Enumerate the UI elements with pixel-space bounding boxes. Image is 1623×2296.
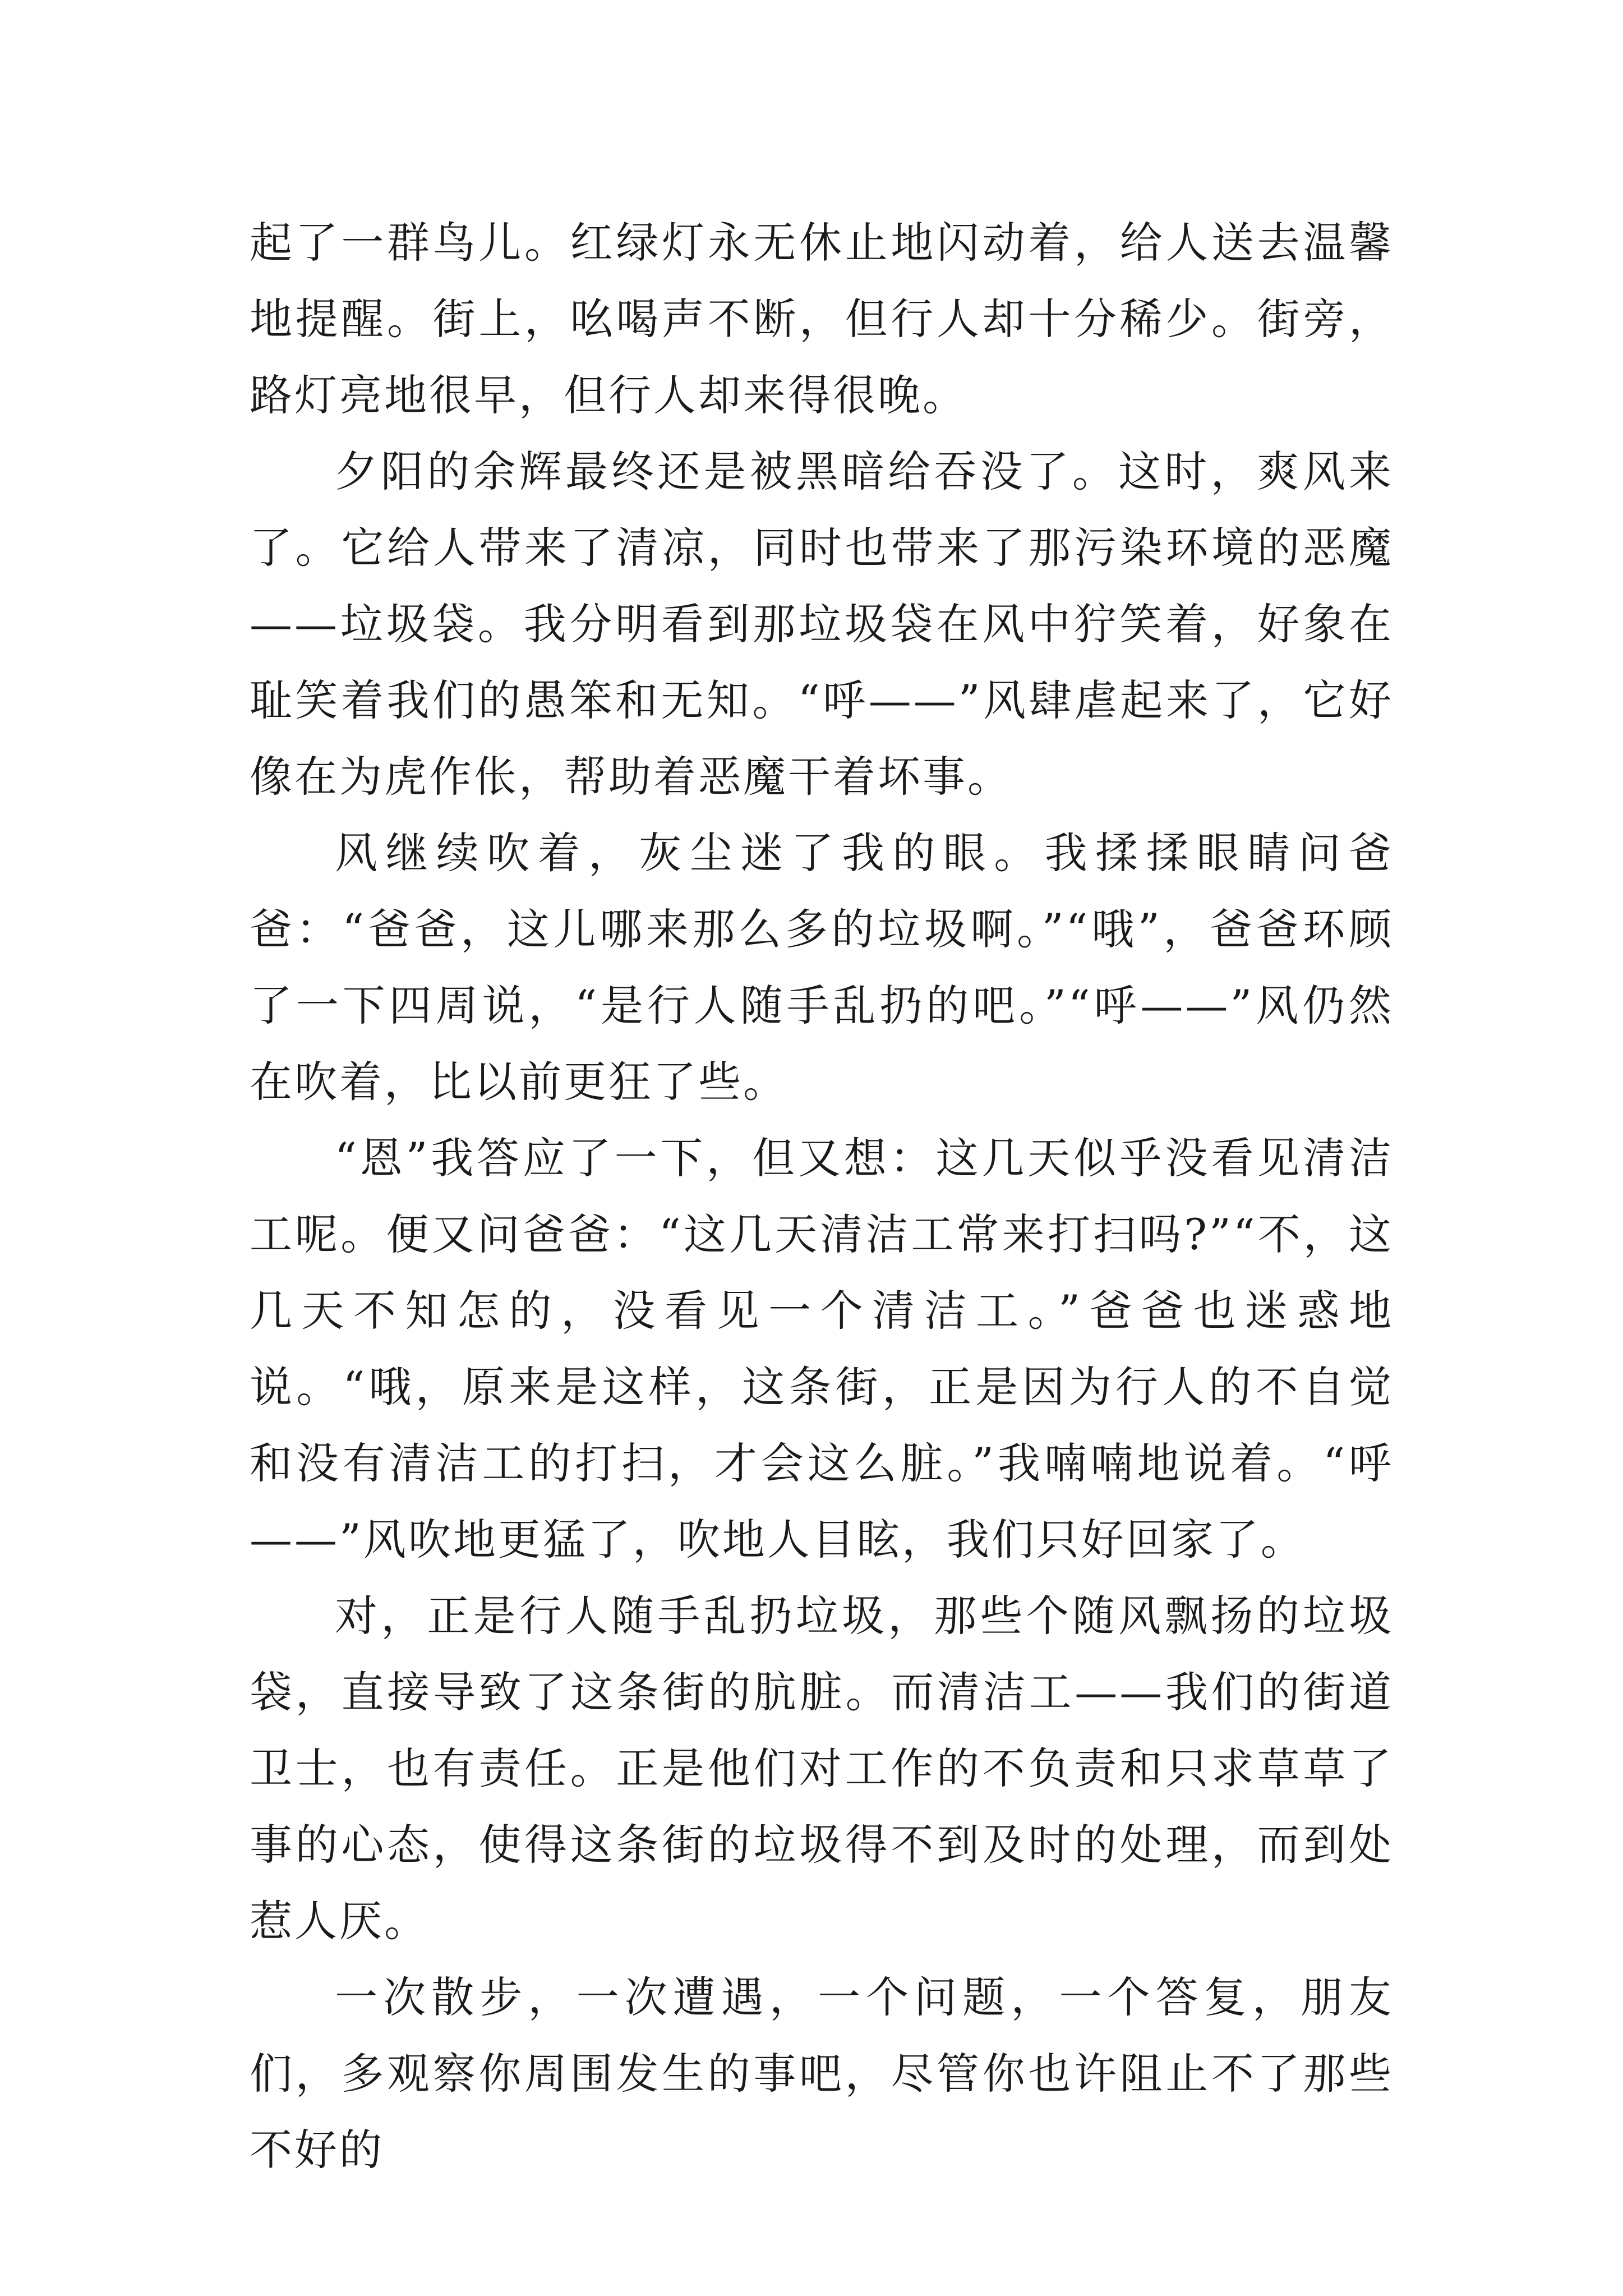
body-text <box>250 205 1394 2188</box>
paragraph-5: 对，正是行人随手乱扔垃圾，那些个随风飘扬的垃圾袋，直接导致了这条街的肮脏。而清洁工——我们的街道卫士，也有责任。正是他们对工作的不负责和只求草草了事的心态，使得这条街的垃圾得不到及时的处理，而到处惹人厌。 <box>250 1591 1394 1946</box>
paragraph-3: 风继续吹着，灰尘迷了我的眼。我揉揉眼睛问爸爸：“爸爸，这儿哪来那么多的垃圾啊。”“哦”，爸爸环顾了一下四周说，“是行人随手乱扔的吧。”“呼——”风仍然在吹着，比以前更狂了些。 <box>250 828 1394 1107</box>
paragraph-1: 起了一群鸟儿。红绿灯永无休止地闪动着，给人送去温馨地提醒。街上，吆喝声不断，但行人却十分稀少。街旁，路灯亮地很早，但行人却来得很晚。 <box>250 218 1394 420</box>
paragraph-4: “恩”我答应了一下，但又想：这几天似乎没看见清洁工呢。便又问爸爸：“这几天清洁工常来打扫吗?”“不，这几天不知怎的，没看见一个清洁工。”爸爸也迷惑地说。“哦，原来是这样，这条街，正是因为行人的不自觉和没有清洁工的打扫，才会这么脏。”我喃喃地说着。“呼——”风吹地更猛了，吹地人目眩，我们只好回家了。 <box>250 1133 1394 1565</box>
paragraph-2: 夕阳的余辉最终还是被黑暗给吞没了。这时，爽风来了。它给人带来了清凉，同时也带来了那污染环境的恶魔——垃圾袋。我分明看到那垃圾袋在风中狞笑着，好象在耻笑着我们的愚笨和无知。“呼——”风肆虐起来了，它好像在为虎作伥，帮助着恶魔干着坏事。 <box>250 447 1394 802</box>
paragraph-6: 一次散步，一次遭遇，一个问题，一个答复，朋友们，多观察你周围发生的事吧，尽管你也许阻止不了那些不好的 <box>250 1972 1394 2175</box>
